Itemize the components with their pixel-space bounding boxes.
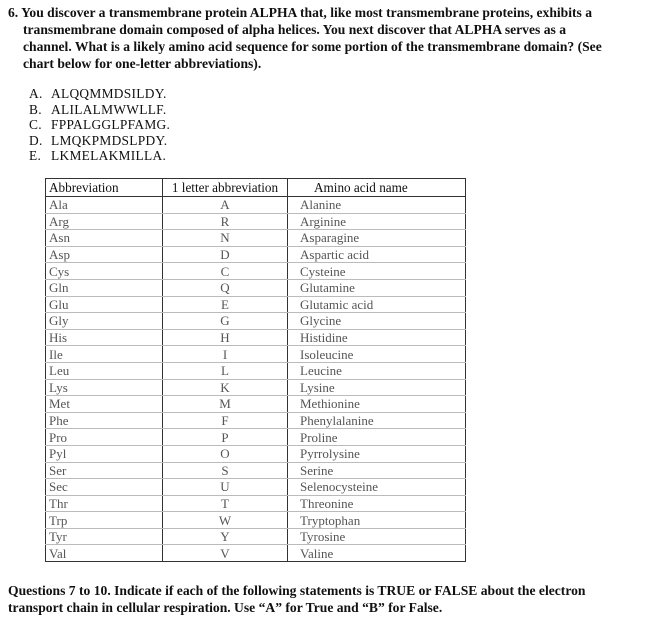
table-row [46, 213, 466, 230]
table-row [46, 197, 466, 214]
cell-amino-acid-name: Lysine [288, 379, 466, 396]
option-e: E. LKMELAKMILLA. [29, 148, 167, 163]
table-row [46, 462, 466, 479]
cell-abbreviation: Trp [46, 512, 163, 529]
table-row [46, 396, 466, 413]
header-abbreviation: Abbreviation [46, 179, 163, 197]
table-row [46, 329, 466, 346]
option-c: C. FPPALGGLPFAMG. [29, 117, 171, 132]
questions-7-to-10-prompt [8, 582, 648, 616]
cell-amino-acid-name: Aspartic acid [288, 246, 466, 263]
cell-amino-acid-name: Pyrrolysine [288, 445, 466, 462]
cell-amino-acid-name: Glutamic acid [288, 296, 466, 313]
cell-amino-acid-name: Cysteine [288, 263, 466, 280]
cell-one-letter: Q [163, 279, 288, 296]
cell-one-letter: G [163, 313, 288, 330]
table-row [46, 512, 466, 529]
questions-7-to-10-line-1: Questions 7 to 10. Indicate if each of the following statements is TRUE or FALSE about the electron [8, 583, 586, 598]
cell-abbreviation: Cys [46, 263, 163, 280]
table-row [46, 296, 466, 313]
option-d: D. LMQKPMDSLPDY. [29, 132, 168, 148]
cell-one-letter: C [163, 263, 288, 280]
cell-abbreviation: Met [46, 396, 163, 413]
cell-one-letter: A [163, 197, 288, 214]
cell-abbreviation: Glu [46, 296, 163, 313]
cell-one-letter: R [163, 213, 288, 230]
header-amino-acid-name: Amino acid name [288, 179, 466, 197]
cell-one-letter: D [163, 246, 288, 263]
cell-one-letter: E [163, 296, 288, 313]
table-row [46, 528, 466, 545]
cell-abbreviation: Ser [46, 462, 163, 479]
question-6-line-3: channel. What is a likely amino acid sequence for some portion of the transmembrane domain? (See [23, 39, 602, 54]
cell-one-letter: V [163, 545, 288, 562]
cell-amino-acid-name: Alanine [288, 197, 466, 214]
cell-amino-acid-name: Valine [288, 545, 466, 562]
cell-one-letter: M [163, 396, 288, 413]
cell-one-letter: O [163, 445, 288, 462]
table-body [46, 197, 466, 562]
cell-amino-acid-name: Leucine [288, 362, 466, 379]
answer-options [29, 86, 170, 164]
table-row [46, 412, 466, 429]
table-row [46, 545, 466, 562]
table-row [46, 279, 466, 296]
table-row [46, 263, 466, 280]
cell-abbreviation: Ile [46, 346, 163, 363]
table-header-row [46, 179, 466, 197]
table-row [46, 445, 466, 462]
cell-abbreviation: Gly [46, 313, 163, 330]
cell-one-letter: W [163, 512, 288, 529]
cell-amino-acid-name: Asparagine [288, 230, 466, 247]
question-6-line-1: 6. You discover a transmembrane protein ALPHA that, like most transmembrane proteins, exhibits a [8, 5, 593, 20]
questions-7-to-10-line-2: transport chain in cellular respiration. Use “A” for True and “B” for False. [8, 600, 443, 615]
header-one-letter: 1 letter abbreviation [163, 179, 288, 197]
cell-amino-acid-name: Threonine [288, 495, 466, 512]
cell-abbreviation: Pyl [46, 445, 163, 462]
table-row [46, 429, 466, 446]
cell-amino-acid-name: Proline [288, 429, 466, 446]
table-row [46, 495, 466, 512]
cell-one-letter: S [163, 462, 288, 479]
amino-acid-table [45, 178, 466, 562]
cell-abbreviation: Gln [46, 279, 163, 296]
option-b: B. ALILALMWWLLF. [29, 101, 167, 117]
cell-abbreviation: Arg [46, 213, 163, 230]
cell-one-letter: U [163, 479, 288, 496]
cell-amino-acid-name: Glycine [288, 313, 466, 330]
cell-abbreviation: Phe [46, 412, 163, 429]
cell-abbreviation: Lys [46, 379, 163, 396]
table-row [46, 479, 466, 496]
cell-amino-acid-name: Histidine [288, 329, 466, 346]
cell-amino-acid-name: Selenocysteine [288, 479, 466, 496]
cell-abbreviation: His [46, 329, 163, 346]
cell-amino-acid-name: Serine [288, 462, 466, 479]
table-row [46, 246, 466, 263]
cell-abbreviation: Leu [46, 362, 163, 379]
cell-one-letter: P [163, 429, 288, 446]
table-row [46, 379, 466, 396]
question-6-prompt [8, 4, 648, 72]
cell-amino-acid-name: Phenylalanine [288, 412, 466, 429]
cell-one-letter: F [163, 412, 288, 429]
cell-amino-acid-name: Glutamine [288, 279, 466, 296]
table-row [46, 346, 466, 363]
option-a: A. ALQQMMDSILDY. [29, 86, 167, 101]
cell-amino-acid-name: Methionine [288, 396, 466, 413]
table-row [46, 313, 466, 330]
cell-abbreviation: Sec [46, 479, 163, 496]
cell-amino-acid-name: Isoleucine [288, 346, 466, 363]
cell-one-letter: H [163, 329, 288, 346]
cell-abbreviation: Tyr [46, 528, 163, 545]
question-6-line-2: transmembrane domain composed of alpha helices. You next discover that ALPHA serves as a [23, 22, 566, 37]
cell-abbreviation: Asn [46, 230, 163, 247]
cell-amino-acid-name: Tryptophan [288, 512, 466, 529]
cell-one-letter: Y [163, 528, 288, 545]
cell-abbreviation: Asp [46, 246, 163, 263]
cell-abbreviation: Val [46, 545, 163, 562]
table-row [46, 230, 466, 247]
cell-one-letter: K [163, 379, 288, 396]
cell-abbreviation: Ala [46, 197, 163, 214]
cell-one-letter: I [163, 346, 288, 363]
table-row [46, 362, 466, 379]
question-6-line-4: chart below for one-letter abbreviations). [23, 56, 262, 71]
cell-amino-acid-name: Tyrosine [288, 528, 466, 545]
cell-one-letter: N [163, 230, 288, 247]
cell-one-letter: T [163, 495, 288, 512]
cell-abbreviation: Thr [46, 495, 163, 512]
cell-one-letter: L [163, 362, 288, 379]
cell-abbreviation: Pro [46, 429, 163, 446]
cell-amino-acid-name: Arginine [288, 213, 466, 230]
